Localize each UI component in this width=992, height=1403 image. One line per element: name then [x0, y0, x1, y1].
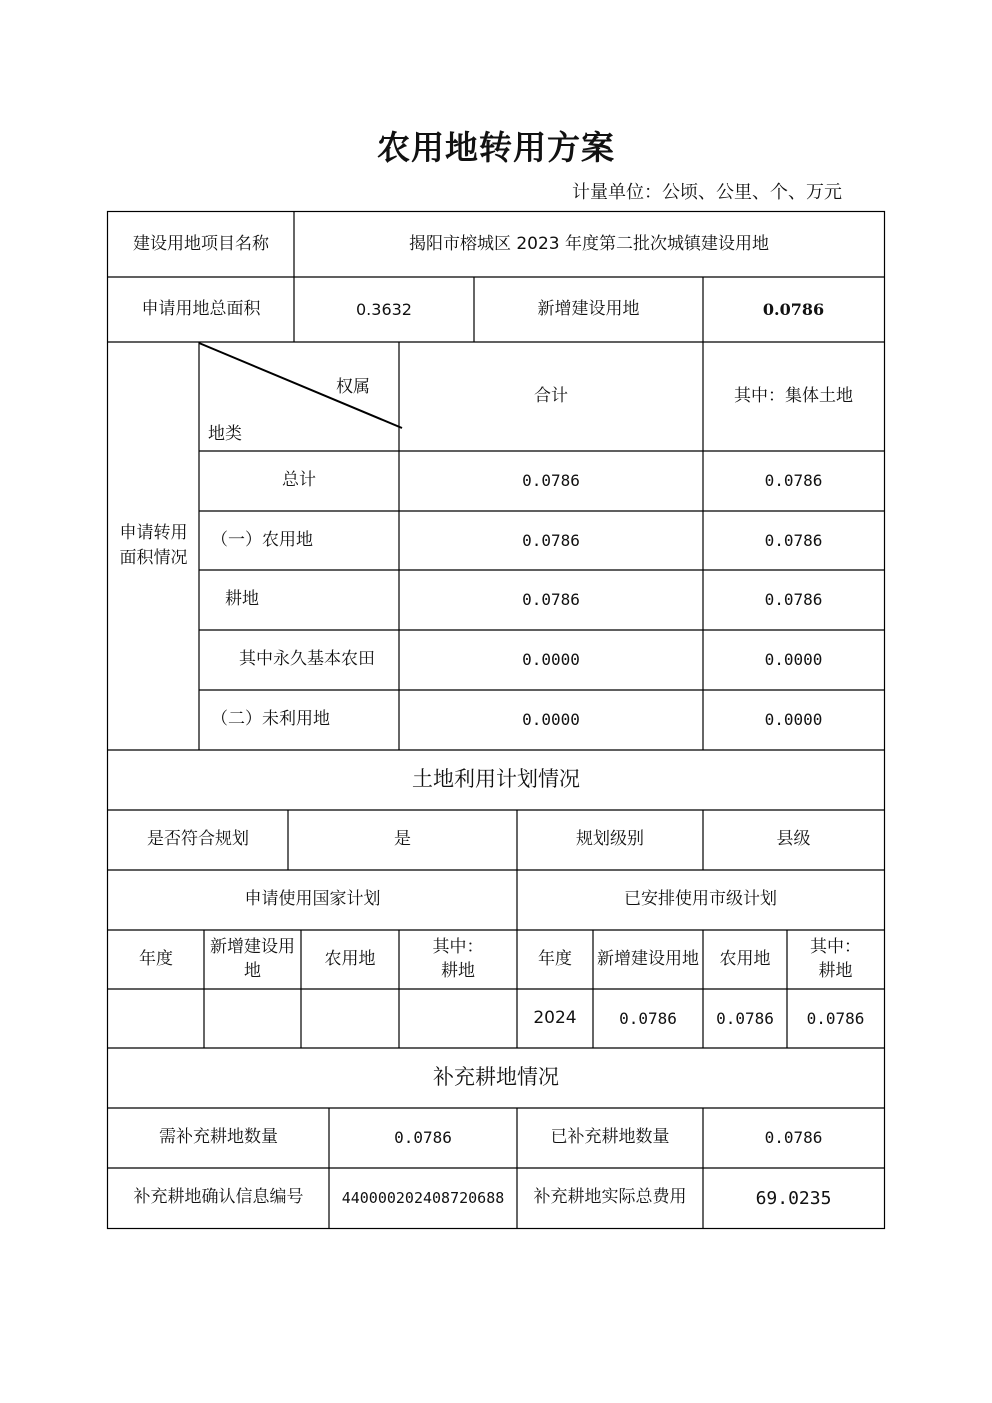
page-title: 农用地转用方案	[377, 128, 615, 167]
supplement-cost-label: 补充耕地实际总费用	[533, 1187, 687, 1208]
supplement-section-title: 补充耕地情况	[433, 1065, 559, 1090]
row-label-total: 总计	[282, 470, 316, 491]
row-label-agricultural: （一）农用地	[211, 529, 313, 550]
row-basic-farmland-collective: 0.0000	[764, 650, 823, 669]
required-supplement-label: 需补充耕地数量	[159, 1127, 278, 1148]
project-name-value: 揭阳市榕城区 2023 年度第二批次城镇建设用地	[408, 233, 770, 254]
city-plan-label: 已安排使用市级计划	[624, 889, 777, 910]
col-collective-header: 其中：集体土地	[734, 385, 853, 406]
national-year-value	[108, 989, 204, 1048]
unit-note: 计量单位：公顷、公里、个、万元	[572, 182, 842, 203]
required-supplement-value: 0.0786	[394, 1128, 452, 1147]
city-cultivated-value: 0.0786	[806, 1008, 865, 1028]
row-label-cultivated: 耕地	[225, 589, 259, 610]
done-supplement-label: 已补充耕地数量	[550, 1127, 670, 1148]
city-cultivated-header: 其中：耕地	[810, 936, 861, 981]
row-unused-sum: 0.0000	[522, 710, 580, 729]
row-agricultural-collective: 0.0786	[764, 530, 823, 550]
header-diagonal	[199, 343, 402, 428]
city-year-value: 2024	[533, 1007, 577, 1028]
national-new-construction-value	[204, 989, 301, 1048]
supplement-cost-value: 69.0235	[755, 1187, 832, 1209]
col-total-header: 合计	[534, 385, 568, 406]
city-agricultural-header: 农用地	[719, 948, 771, 969]
conversion-section-label: 申请转用面积情况	[119, 523, 188, 568]
plan-compliance-label: 是否符合规划	[147, 829, 249, 850]
national-plan-label: 申请使用国家计划	[244, 889, 381, 910]
city-agricultural-value: 0.0786	[716, 1008, 774, 1028]
plan-compliance-value: 是	[394, 829, 411, 850]
row-label-unused: （二）未利用地	[211, 709, 330, 730]
new-construction-value: 0.0786	[762, 299, 825, 319]
plan-section-title: 土地利用计划情况	[412, 767, 580, 792]
row-agricultural-sum: 0.0786	[522, 530, 580, 550]
national-cultivated-header: 其中：耕地	[432, 936, 484, 981]
row-unused-collective: 0.0000	[764, 710, 823, 729]
supplement-id-value: 440000202408720688	[341, 1188, 505, 1207]
landtype-header: 地类	[208, 424, 242, 444]
row-basic-farmland-sum: 0.0000	[522, 650, 580, 669]
row-cultivated-collective: 0.0786	[764, 590, 823, 609]
supplement-id-label: 补充耕地确认信息编号	[133, 1187, 304, 1208]
total-area-value: 0.3632	[356, 299, 412, 319]
national-cultivated-value	[399, 989, 517, 1048]
row-cultivated-sum: 0.0786	[522, 590, 580, 609]
row-total-sum: 0.0786	[522, 471, 580, 490]
plan-level-label: 规划级别	[576, 829, 644, 850]
row-total-collective: 0.0786	[764, 471, 823, 490]
ownership-header: 权属	[336, 377, 370, 397]
plan-level-value: 县级	[776, 829, 811, 850]
national-new-construction-header: 新增建设用地	[210, 936, 295, 981]
city-new-construction-value: 0.0786	[619, 1008, 677, 1028]
row-label-basic-farmland: 其中永久基本农田	[239, 649, 375, 670]
total-area-label: 申请用地总面积	[141, 298, 261, 319]
project-name-label: 建设用地项目名称	[133, 233, 269, 254]
national-agricultural-header: 农用地	[324, 948, 376, 969]
city-year-header: 年度	[538, 948, 572, 969]
city-new-construction-header: 新增建设用地	[597, 948, 699, 969]
new-construction-label: 新增建设用地	[537, 298, 640, 319]
national-year-header: 年度	[139, 948, 173, 969]
done-supplement-value: 0.0786	[764, 1128, 823, 1147]
national-agricultural-value	[301, 989, 399, 1048]
